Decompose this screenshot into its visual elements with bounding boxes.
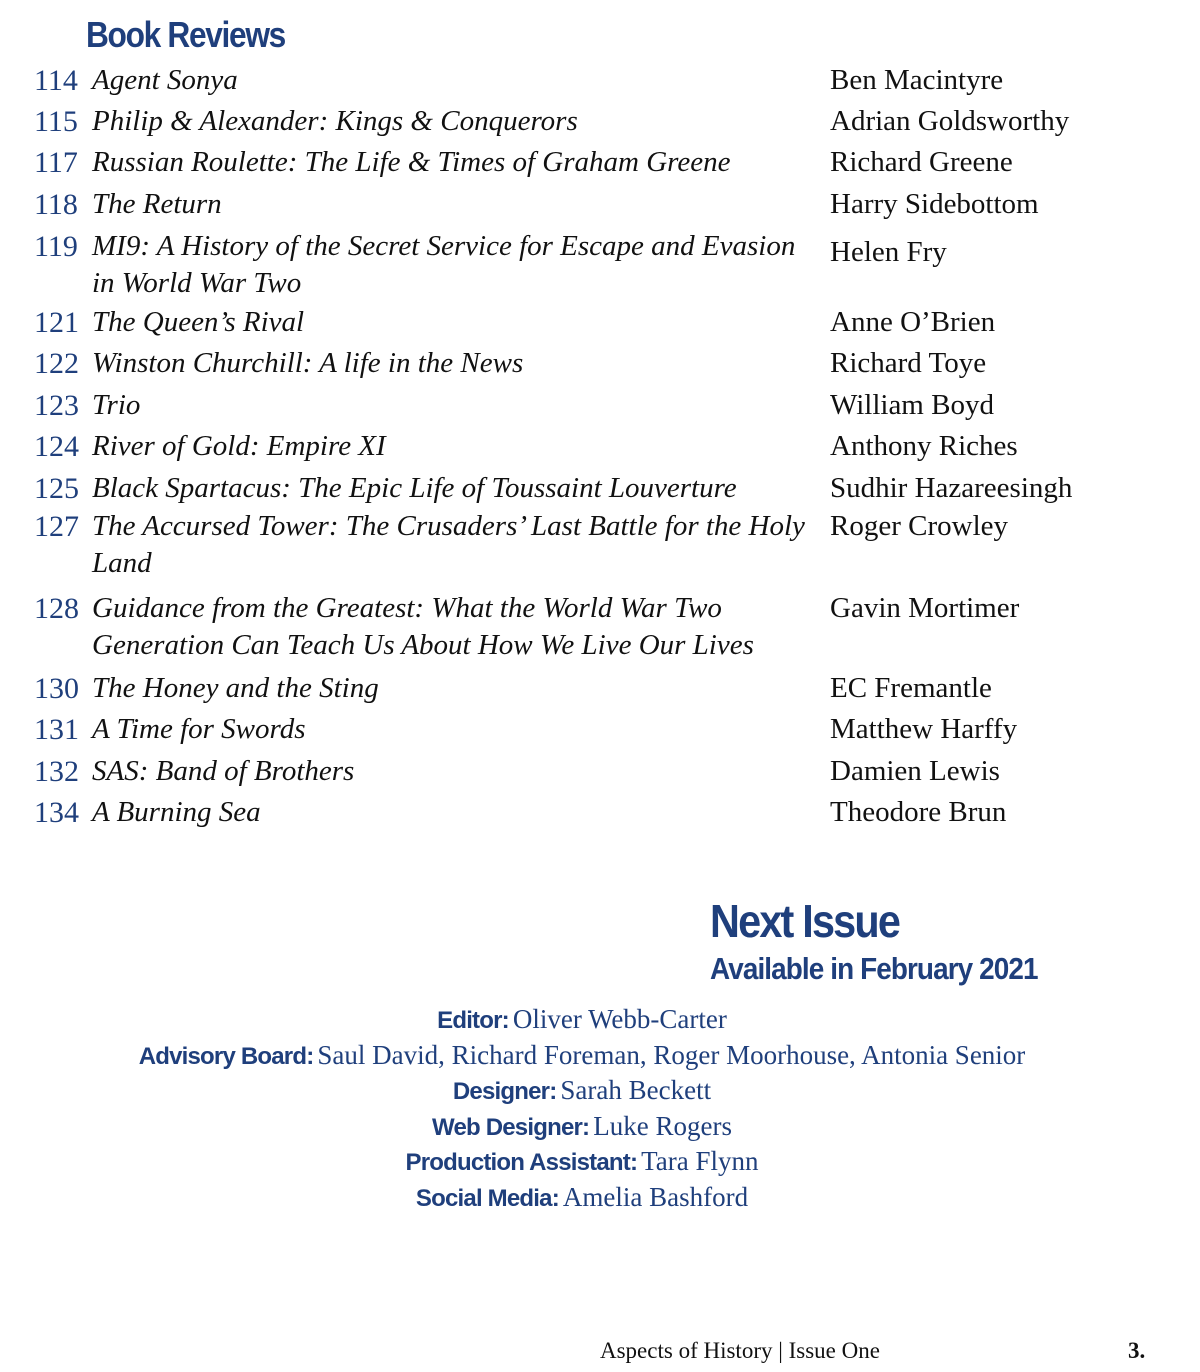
credit-name: Tara Flynn [641,1146,759,1176]
review-book-title: The Honey and the Sting [92,672,379,704]
review-book-author: Helen Fry [830,236,947,268]
review-page-number: 118 [34,188,78,221]
review-book-author: Sudhir Hazareesingh [830,472,1073,504]
review-page-number: 117 [34,146,78,179]
review-book-author: Ben Macintyre [830,64,1004,96]
credits-block [0,1002,1164,1215]
review-page-number: 119 [34,230,78,263]
review-page-number: 132 [34,755,79,788]
review-book-title: Agent Sonya [92,64,238,96]
review-book-title: Philip & Alexander: Kings & Conquerors [92,105,578,137]
review-book-author: Anthony Riches [830,430,1018,462]
credit-name: Luke Rogers [593,1110,732,1141]
review-book-author: Gavin Mortimer [830,592,1020,624]
credit-line [0,1038,1164,1074]
review-book-author: EC Fremantle [830,672,992,704]
credit-role: Production Assistant: [405,1149,638,1176]
credit-line [0,1002,1164,1038]
review-book-author: Anne O’Brien [830,306,996,338]
credit-name: Amelia Bashford [562,1181,749,1212]
review-book-title: Russian Roulette: The Life & Times of Graham Greene [92,146,731,178]
review-book-author: Adrian Goldsworthy [830,105,1070,137]
credit-role: Advisory Board: [138,1042,314,1070]
credit-name: Saul David, Richard Foreman, Roger Moorhouse, Antonia Senior [317,1039,1026,1070]
next-issue-title: Next Issue [710,895,900,947]
review-page-number: 128 [34,592,79,625]
review-page-number: 134 [34,796,79,829]
review-page-number: 131 [34,713,79,746]
review-book-title: Guidance from the Greatest: What the World War Two Generation Can Teach Us About How We Live Our Lives [92,592,754,661]
section-heading: Book Reviews [86,14,285,55]
review-page-number: 124 [34,430,79,463]
review-page-number: 114 [34,64,78,97]
review-book-title: Black Spartacus: The Epic Life of Toussaint Louverture [92,472,737,504]
next-issue-subtitle: Available in February 2021 [710,951,1038,986]
credit-role: Designer: [452,1078,557,1105]
review-book-author: William Boyd [830,389,994,421]
credit-role: Editor: [437,1007,509,1034]
credit-line [0,1109,1164,1145]
review-page-number: 130 [34,672,79,705]
review-book-author: Harry Sidebottom [830,188,1039,220]
review-book-title: River of Gold: Empire XI [92,430,386,462]
credit-line [0,1144,1164,1180]
review-page-number: 127 [34,510,79,543]
review-book-title: MI9: A History of the Secret Service for Escape and Evasion in World War Two [92,230,796,299]
credit-line [0,1180,1164,1216]
credit-role: Social Media: [415,1184,559,1212]
review-book-title: The Queen’s Rival [92,306,305,338]
review-book-title: The Return [92,188,222,220]
credit-line [0,1073,1164,1109]
review-page-number: 123 [34,389,79,422]
review-page-number: 122 [34,347,79,380]
credit-name: Sarah Beckett [560,1075,712,1105]
review-book-author: Richard Toye [830,347,987,379]
review-book-author: Theodore Brun [830,796,1007,828]
review-page-number: 125 [34,472,79,505]
review-book-title: Trio [92,389,141,421]
review-book-title: SAS: Band of Brothers [92,755,355,787]
credit-role: Web Designer: [432,1113,590,1141]
review-page-number: 121 [34,306,79,339]
footer-publication: Aspects of History | Issue One [600,1338,880,1363]
review-book-author: Roger Crowley [830,510,1008,542]
review-book-title: Winston Churchill: A life in the News [92,347,524,379]
review-book-author: Matthew Harffy [830,713,1018,745]
review-book-title: A Burning Sea [92,796,261,828]
review-page-number: 115 [34,105,78,138]
credit-name: Oliver Webb-Carter [512,1004,727,1034]
review-book-author: Damien Lewis [830,755,1000,787]
footer-page-number: 3. [1128,1338,1146,1363]
review-book-title: The Accursed Tower: The Crusaders’ Last Battle for the Holy Land [92,510,805,579]
review-book-author: Richard Greene [830,146,1013,178]
review-book-title: A Time for Swords [92,713,306,745]
